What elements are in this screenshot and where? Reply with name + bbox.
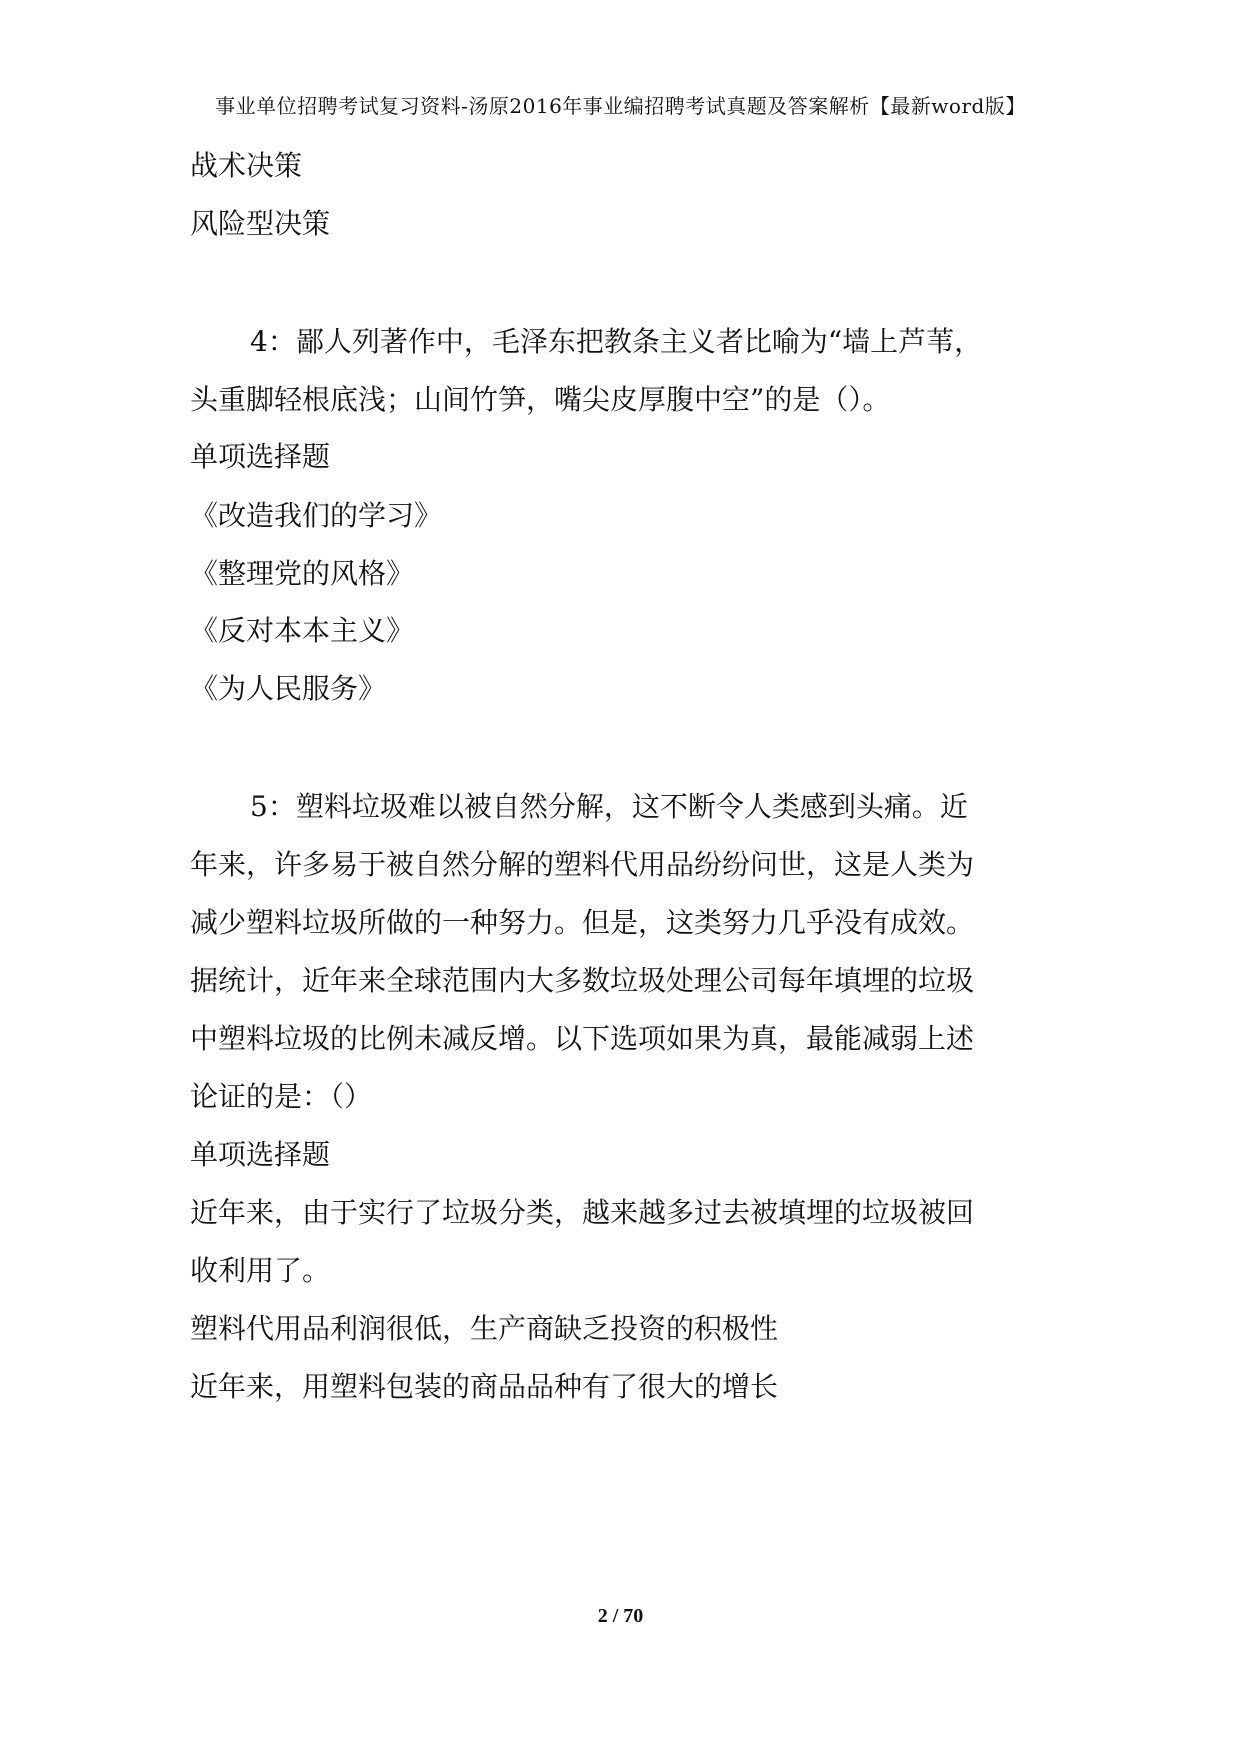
option-text: 《反对本本主义》 (190, 614, 415, 647)
question-4-text: 4：鄙人列著作中，毛泽东把教条主义者比喻为“墙上芦苇， (250, 325, 983, 358)
option-text: 近年来，由于实行了垃圾分类，越来越多过去被填埋的垃圾被回 (190, 1196, 975, 1229)
option-text: 战术决策 (190, 149, 303, 182)
option-text: 近年来，用塑料包装的商品品种有了很大的增长 (190, 1370, 779, 1403)
option-text: 塑料代用品利润很低，生产商缺乏投资的积极性 (190, 1312, 779, 1345)
option-text: 收利用了。 (190, 1254, 331, 1287)
question-5-text: 5：塑料垃圾难以被自然分解，这不断令人类感到头痛。近 (250, 790, 968, 823)
option-text: 风险型决策 (190, 207, 331, 240)
page-number: 2 / 70 (597, 1605, 644, 1627)
option-text: 《为人民服务》 (190, 672, 387, 705)
page-header: 事业单位招聘考试复习资料-汤原2016年事业编招聘考试真题及答案解析【最新word版】 (215, 94, 1026, 118)
question-5-text: 年来，许多易于被自然分解的塑料代用品纷纷问世，这是人类为 (190, 848, 975, 881)
question-5-text: 据统计，近年来全球范围内大多数垃圾处理公司每年填埋的垃圾 (190, 964, 975, 997)
question-4-text: 头重脚轻根底浅；山间竹笋，嘴尖皮厚腹中空”的是（）。 (190, 383, 891, 416)
question-type: 单项选择题 (190, 1138, 331, 1171)
question-5-text: 减少塑料垃圾所做的一种努力。但是，这类努力几乎没有成效。 (190, 906, 975, 939)
option-text: 《整理党的风格》 (190, 557, 415, 590)
question-5-text: 中塑料垃圾的比例未减反增。以下选项如果为真，最能减弱上述 (190, 1022, 975, 1055)
option-text: 《改造我们的学习》 (190, 499, 443, 532)
question-5-text: 论证的是：（） (190, 1080, 373, 1113)
question-type: 单项选择题 (190, 440, 331, 473)
